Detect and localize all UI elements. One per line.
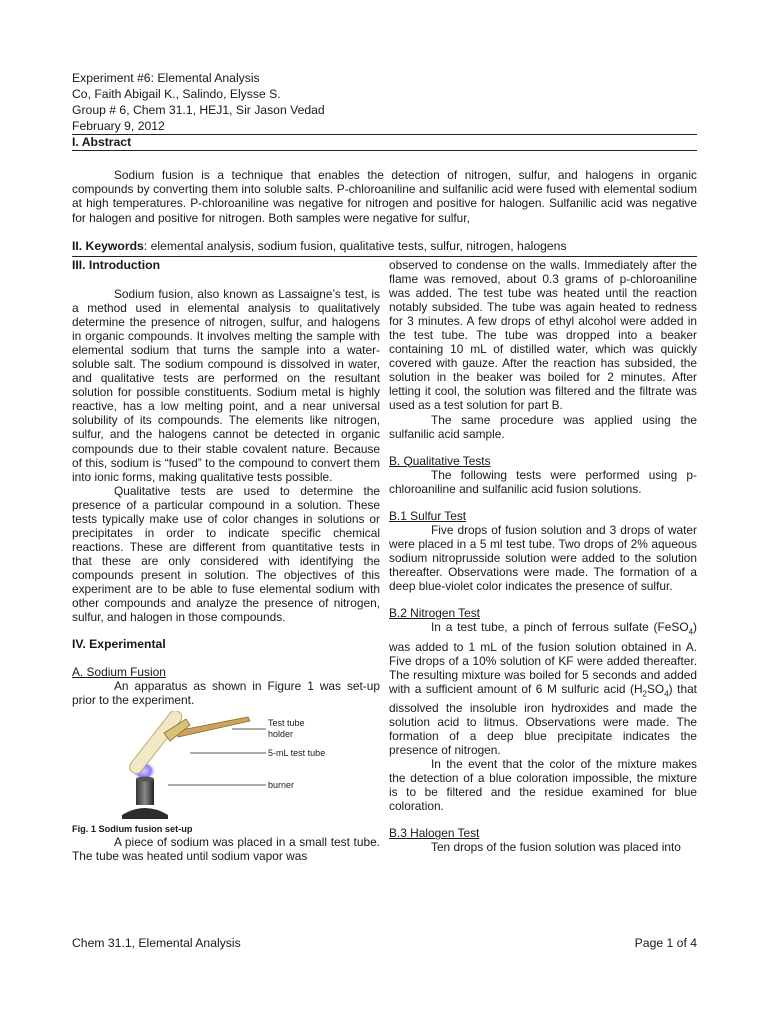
experiment-title: Experiment #6: Elemental Analysis xyxy=(72,71,260,85)
nitrogen-text-a: In a test tube, a pinch of ferrous sulfate (FeSO xyxy=(431,620,689,635)
label-test-tube: Test tube xyxy=(268,718,305,729)
nitrogen-test-paragraph-1 xyxy=(389,620,697,757)
halogen-test-heading: B.3 Halogen Test xyxy=(389,826,480,841)
footer-course: Chem 31.1, Elemental Analysis xyxy=(72,936,241,950)
label-burner: burner xyxy=(268,780,295,791)
test-tube xyxy=(127,711,184,776)
document-header xyxy=(72,70,697,151)
figure-1 xyxy=(72,711,380,823)
nitrogen-text-so: SO xyxy=(647,681,665,696)
two-column-body xyxy=(72,258,697,920)
abstract-rule xyxy=(72,150,697,151)
label-5ml-tube: 5-mL test tube xyxy=(268,748,326,759)
abstract-heading: I. Abstract xyxy=(72,135,132,149)
sulfur-test-paragraph: Five drops of fusion solution and 3 drops of water were placed in a 5 ml test tube. Two drops of 2% aqueous sodium nitroprusside solution were added to the solution thereafter. Observations were made. The formation of a deep blue-violet color indicates the presence of sulfur. xyxy=(389,522,697,593)
sodium-fusion-heading: A. Sodium Fusion xyxy=(72,665,166,680)
sodium-fusion-paragraph-2-cont: observed to condense on the walls. Immediately after the flame was removed, about 0.3 grams of p-chloroaniline was added. The test tube was heated until the reaction notably subsided. The tube was again heated to redness for 3 minutes. A few drops of ethyl alcohol were added in the test tube. The tube was dropped into a beaker containing 10 mL of distilled water, which was quickly covered with gauze. After the reaction has subsided, the solution in the beaker was boiled for 2 minutes. After letting it cool, the solution was filtered and the filtrate was used as a test solution for part B. xyxy=(389,258,697,413)
burner-top xyxy=(136,777,154,782)
intro-paragraph-1: Sodium fusion, also known as Lassaigne’s test, is a method used in elemental analysis to qualitatively determine the presence of nitrogen, sulfur, and halogens in organic compounds. It involves melting the sample with elemental sodium that turns the sample into a water-soluble salt. The sodium compound is dissolved in water, and qualitative tests are performed on the resultant solution for possible constituents. Sodium metal is highly reactive, has a low melting point, and a near universal solubility of its compounds. The elements like nitrogen, sulfur, and the halogens cannot be detected in organic compounds due to their stable covalent nature. Because of this, sodium is “fused” to the compound to convert them into ionic forms, making qualitative tests possible. xyxy=(72,287,380,484)
qualitative-tests-heading: B. Qualitative Tests xyxy=(389,453,491,468)
qualitative-tests-paragraph: The following tests were performed using p-chloroaniline and sulfanilic acid fusion solutions. xyxy=(389,467,697,496)
group-line: Group # 6, Chem 31.1, HEJ1, Sir Jason Vedad xyxy=(72,103,325,117)
label-holder: holder xyxy=(268,729,294,740)
sodium-fusion-paragraph-3: The same procedure was applied using the sulfanilic acid sample. xyxy=(389,412,697,441)
sodium-fusion-paragraph-2: A piece of sodium was placed in a small test tube. The tube was heated until sodium vapor was xyxy=(72,835,380,864)
keywords-label: II. Keywords xyxy=(72,239,144,253)
keywords-rule xyxy=(72,256,697,257)
nitrogen-test-heading: B.2 Nitrogen Test xyxy=(389,606,480,621)
intro-paragraph-2: Qualitative tests are used to determine the presence of a particular compound in a solution. These tests typically make use of color changes in solutions or precipitates in order to indicate specific chemical reactions. These are different from quantitative tests in that these are only considered with identifying the compounds present in solution. The objectives of this experiment are to be able to fuse elemental sodium with other compounds and analyze the presence of nitrogen, sulfur, and halogen in those compounds. xyxy=(72,483,380,625)
abstract-body: Sodium fusion is a technique that enables the detection of nitrogen, sulfur, and halogens in organic compounds by converting them into soluble salts. P-chloroaniline and sulfanilic acid were fused with elemental sodium at high temperatures. P-chloroaniline was negative for nitrogen and positive for halogen. Sulfanilic acid was negative for halogen and positive for nitrogen. Both samples were negative for sulfur, xyxy=(72,168,697,225)
nitrogen-text-c: ) that dissolved the insoluble iron hydroxides and made the solution acid to litmus. Observations were made. The formation of a deep blue precipitate indicates the presence of nitrogen. xyxy=(389,681,697,758)
abstract-text xyxy=(72,168,697,225)
left-column xyxy=(72,258,380,863)
apparatus-illustration xyxy=(72,711,380,823)
keywords-line xyxy=(72,238,697,257)
burner-base xyxy=(122,808,168,819)
halogen-test-paragraph: Ten drops of the fusion solution was placed into xyxy=(431,840,681,855)
nitrogen-text-b: ) was added to 1 mL of the fusion solution obtained in A. Five drops of a 10% solution of KF were added thereafter. The resulting mixture was boiled for 5 seconds and added with a sufficient amount of 6 M sulfuric acid (H xyxy=(389,620,697,696)
subscript-4-a: 4 xyxy=(688,627,694,637)
right-column xyxy=(389,258,697,855)
nitrogen-test-paragraph-2: In the event that the color of the mixture makes the detection of a blue coloration impossible, the mixture is to be filtered and the residue examined for blue coloration. xyxy=(389,757,697,814)
authors-line: Co, Faith Abigail K., Salindo, Elysse S. xyxy=(72,87,281,101)
date-line: February 9, 2012 xyxy=(72,119,165,133)
page-footer xyxy=(72,936,697,950)
sulfur-test-heading: B.1 Sulfur Test xyxy=(389,508,467,523)
subscript-4-b: 4 xyxy=(664,689,669,699)
subscript-2: 2 xyxy=(642,689,647,699)
footer-page-number: Page 1 of 4 xyxy=(634,936,697,950)
keywords-text: : elemental analysis, sodium fusion, qualitative tests, sulfur, nitrogen, halogens xyxy=(143,239,567,253)
experimental-heading: IV. Experimental xyxy=(72,637,166,652)
figure-caption: Fig. 1 Sodium fusion set-up xyxy=(72,824,193,835)
sodium-fusion-paragraph-1: An apparatus as shown in Figure 1 was set-up prior to the experiment. xyxy=(72,679,380,708)
burner-tube xyxy=(136,779,154,805)
introduction-heading: III. Introduction xyxy=(72,258,161,272)
